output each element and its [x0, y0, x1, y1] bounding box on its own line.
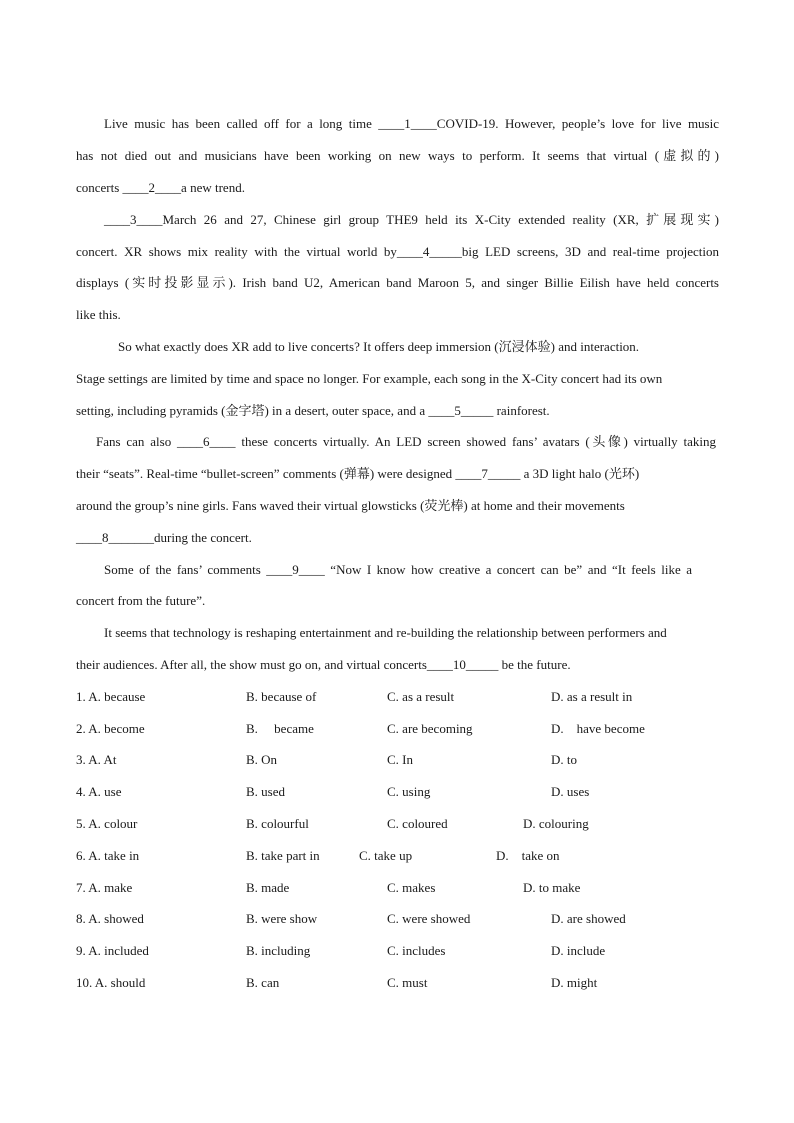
option-b: B. became: [246, 721, 314, 736]
option-c: C. are becoming: [387, 721, 473, 736]
option-c: C. makes: [387, 880, 436, 895]
passage-line: displays (实时投影显示). Irish band U2, American band Maroon 5, and singer Billie Eilish have held concerts: [76, 275, 719, 290]
passage-line: their “seats”. Real-time “bullet-screen” comments (弹幕) were designed ____7_____ a 3D light halo (光环): [76, 466, 640, 481]
option-b: B. colourful: [246, 816, 309, 831]
option-c: C. using: [387, 784, 431, 799]
option-c: C. includes: [387, 943, 446, 958]
option-d: D. include: [551, 943, 606, 958]
passage-line: concert from the future”.: [76, 593, 206, 608]
passage-line: like this.: [76, 307, 121, 322]
option-d: D. as a result in: [551, 689, 633, 704]
option-d: D. colouring: [523, 816, 589, 831]
passage-line: has not died out and musicians have been working on new ways to perform. It seems that virtual (虚拟的): [76, 148, 719, 163]
option-c: C. were showed: [387, 911, 471, 926]
option-d: D. take on: [496, 848, 560, 863]
option-a: 7. A. make: [76, 880, 133, 895]
option-d: D. uses: [551, 784, 590, 799]
option-d: D. to: [551, 752, 577, 767]
option-c: C. coloured: [387, 816, 448, 831]
option-b: B. On: [246, 752, 278, 767]
passage-line: It seems that technology is reshaping entertainment and re-building the relationship between performers and: [104, 625, 667, 640]
option-a: 3. A. At: [76, 752, 117, 767]
option-d: D. might: [551, 975, 598, 990]
option-d: D. to make: [523, 880, 581, 895]
option-b: B. made: [246, 880, 290, 895]
passage-line: Fans can also ____6____ these concerts virtually. An LED screen showed fans’ avatars (头像) virtually taking: [96, 434, 716, 449]
option-b: B. were show: [246, 911, 318, 926]
option-c: C. In: [387, 752, 413, 767]
option-a: 10. A. should: [76, 975, 146, 990]
option-c: C. as a result: [387, 689, 455, 704]
option-c: C. take up: [359, 848, 413, 863]
passage-line: Stage settings are limited by time and space no longer. For example, each song in the X-City concert had its own: [76, 371, 663, 386]
option-b: B. take part in: [246, 848, 320, 863]
passage-line: So what exactly does XR add to live concerts? It offers deep immersion (沉浸体验) and interaction.: [118, 339, 640, 354]
passage-line: Some of the fans’ comments ____9____ “Now I know how creative a concert can be” and “It feels like a: [104, 562, 692, 577]
option-b: B. used: [246, 784, 285, 799]
option-a: 9. A. included: [76, 943, 149, 958]
passage-line: concert. XR shows mix reality with the virtual world by____4_____big LED screens, 3D and real-time projection: [76, 244, 719, 259]
option-b: B. including: [246, 943, 311, 958]
option-a: 2. A. become: [76, 721, 145, 736]
option-c: C. must: [387, 975, 428, 990]
option-a: 6. A. take in: [76, 848, 140, 863]
option-a: 1. A. because: [76, 689, 146, 704]
passage-line: Live music has been called off for a long time ____1____COVID-19. However, people’s love for live music: [104, 116, 719, 131]
option-d: D. have become: [551, 721, 645, 736]
option-a: 4. A. use: [76, 784, 122, 799]
passage-line: concerts ____2____a new trend.: [76, 180, 245, 195]
passage-line: ____8_______during the concert.: [76, 530, 252, 545]
passage-line: around the group’s nine girls. Fans waved their virtual glowsticks (荧光棒) at home and their movements: [76, 498, 625, 513]
option-d: D. are showed: [551, 911, 626, 926]
passage-line: ____3____March 26 and 27, Chinese girl group THE9 held its X-City extended reality (XR, 扩展现实): [104, 212, 719, 227]
passage-line: setting, including pyramids (金字塔) in a desert, outer space, and a ____5_____ rainforest.: [76, 403, 550, 418]
option-b: B. because of: [246, 689, 317, 704]
passage-line: their audiences. After all, the show must go on, and virtual concerts____10_____ be the future.: [76, 657, 571, 672]
option-a: 8. A. showed: [76, 911, 144, 926]
option-b: B. can: [246, 975, 280, 990]
option-a: 5. A. colour: [76, 816, 138, 831]
